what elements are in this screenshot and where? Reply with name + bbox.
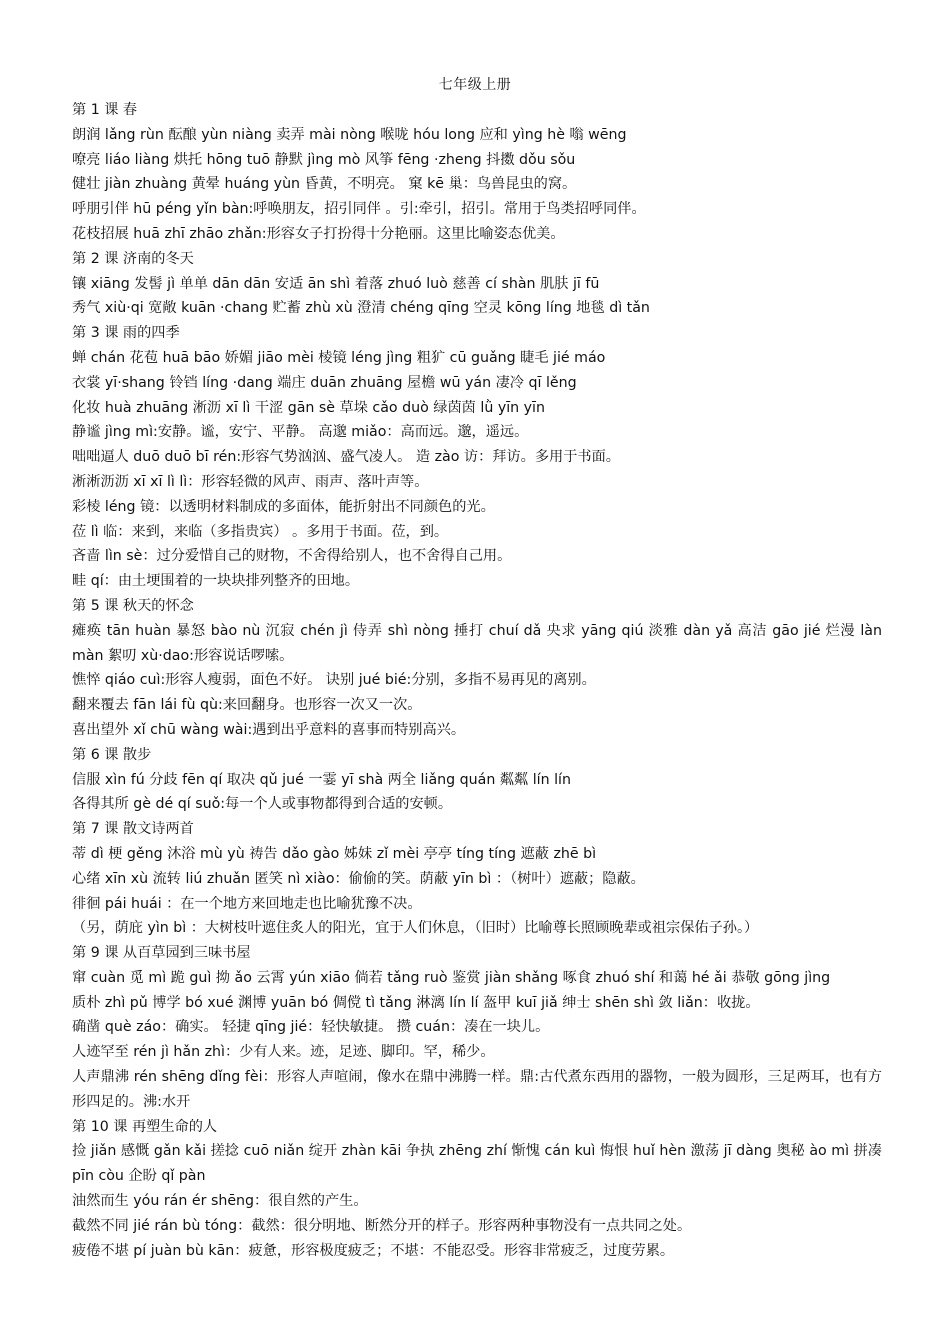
text-line: 彩棱 léng 镜：以透明材料制成的多面体，能折射出不同颜色的光。 bbox=[72, 498, 495, 515]
text-line: 蒂 dì 梗 gěng 沐浴 mù yù 祷告 dǎo gào 姊妹 zǐ mèi 亭亭 tíng tíng 遮蔽 zhē bì bbox=[72, 845, 597, 862]
text-line: 确凿 què záo：确实。 轻捷 qīng jié：轻快敏捷。 攒 cuán：凑在一块儿。 bbox=[72, 1019, 550, 1036]
text-line: 吝啬 lìn sè：过分爱惜自己的财物，不舍得给别人，也不舍得自己用。 bbox=[72, 548, 512, 565]
text-line: 信服 xìn fú 分歧 fēn qí 取决 qǔ jué 一霎 yī shà 两全 liǎng quán 粼粼 lín lín bbox=[72, 771, 571, 788]
lesson-heading: 第 9 课 从百草园到三味书屋 bbox=[72, 945, 251, 962]
text-line: 疲倦不堪 pí juàn bù kān：疲惫，形容极度疲乏；不堪：不能忍受。形容非常疲乏，过度劳累。 bbox=[72, 1242, 675, 1259]
text-line: 衣裳 yī·shang 铃铛 líng ·dang 端庄 duān zhuāng 屋檐 wū yán 凄冷 qī lěng bbox=[72, 374, 577, 391]
document-body bbox=[72, 98, 882, 1263]
text-line: 人迹罕至 rén jì hǎn zhì：少有人来。迹，足迹、脚印。罕，稀少。 bbox=[72, 1044, 495, 1061]
text-line: 质朴 zhì pǔ 博学 bó xué 渊博 yuān bó 倜傥 tì tǎng 淋漓 lín lí 盔甲 kuī jiǎ 绅士 shēn shì 敛 liǎn：收拢。 bbox=[72, 994, 760, 1011]
lesson-heading: 第 2 课 济南的冬天 bbox=[72, 250, 194, 267]
text-paragraph: 人声鼎沸 rén shēng dǐng fèi：形容人声喧闹，像水在鼎中沸腾一样。鼎:古代煮东西用的器物，一般为圆形，三足两耳，也有方形四足的。沸:水开 bbox=[72, 1069, 882, 1110]
text-line: 朗润 lǎng rùn 酝酿 yùn niàng 卖弄 mài nòng 喉咙 hóu long 应和 yìng hè 嗡 wēng bbox=[72, 126, 627, 143]
text-paragraph: 捡 jiǎn 感慨 gǎn kǎi 搓捻 cuō niǎn 绽开 zhàn kāi 争执 zhēng zhí 惭愧 cán kuì 悔恨 huǐ hèn 激荡 jī dàng 奥秘 ào mì 拼凑 pīn còu 企盼 qǐ pàn bbox=[72, 1143, 882, 1185]
text-line: 花枝招展 huā zhī zhāo zhǎn:形容女子打扮得十分艳丽。这里比喻姿态优美。 bbox=[72, 225, 565, 242]
text-line: （另，荫庇 yìn bì ：大树枝叶遮住炙人的阳光，宜于人们休息，（旧时）比喻尊长照顾晚辈或祖宗保佑子孙。） bbox=[72, 920, 759, 937]
text-line: 莅 lì 临：来到，来临（多指贵宾） 。多用于书面。莅，到。 bbox=[72, 523, 449, 540]
text-line: 各得其所 gè dé qí suǒ:每一个人或事物都得到合适的安顿。 bbox=[72, 796, 453, 813]
page-title: 七年级上册 bbox=[438, 77, 512, 93]
text-line: 咄咄逼人 duō duō bī rén:形容气势汹汹、盛气凌人。 造 zào 访：拜访。多用于书面。 bbox=[72, 449, 620, 466]
text-line: 畦 qí：由土埂围着的一块块排列整齐的田地。 bbox=[72, 573, 360, 590]
text-paragraph: 瘫痪 tān huàn 暴怒 bào nù 沉寂 chén jì 侍弄 shì nòng 捶打 chuí dǎ 央求 yāng qiú 淡雅 dàn yǎ 高洁 gāo jié 烂漫 làn màn 絮叨 xù·dao:形容说话啰嗦。 bbox=[72, 622, 882, 664]
text-line: 喜出望外 xǐ chū wàng wài:遇到出乎意料的喜事而特别高兴。 bbox=[72, 721, 466, 738]
lesson-heading: 第 10 课 再塑生命的人 bbox=[72, 1118, 218, 1135]
lesson-heading: 第 6 课 散步 bbox=[72, 746, 152, 763]
lesson-heading: 第 5 课 秋天的怀念 bbox=[72, 597, 194, 614]
text-line: 静谧 jìng mì:安静。谧，安宁、平静。 高邈 miǎo：高而远。邈，遥远。 bbox=[72, 424, 529, 441]
text-line: 淅淅沥沥 xī xī lì lì：形容轻微的风声、雨声、落叶声等。 bbox=[72, 473, 429, 490]
text-line: 镶 xiāng 发髻 jì 单单 dān dān 安适 ān shì 着落 zhuó luò 慈善 cí shàn 肌肤 jī fū bbox=[72, 275, 600, 292]
lesson-heading: 第 1 课 春 bbox=[72, 102, 138, 118]
text-line: 蝉 chán 花苞 huā bāo 娇媚 jiāo mèi 棱镜 léng jìng 粗犷 cū guǎng 睫毛 jié máo bbox=[72, 349, 606, 366]
lesson-heading: 第 7 课 散文诗两首 bbox=[72, 821, 194, 838]
text-line: 心绪 xīn xù 流转 liú zhuǎn 匿笑 nì xiào：偷偷的笑。荫蔽 yīn bì ：（树叶）遮蔽；隐蔽。 bbox=[72, 870, 645, 887]
text-line: 翻来覆去 fān lái fù qù:来回翻身。也形容一次又一次。 bbox=[72, 697, 422, 714]
lesson-heading: 第 3 课 雨的四季 bbox=[72, 325, 180, 342]
text-line: 徘徊 pái huái ：在一个地方来回地走也比喻犹豫不决。 bbox=[72, 895, 422, 912]
text-line: 截然不同 jié rán bù tóng：截然：很分明地、断然分开的样子。形容两种事物没有一点共同之处。 bbox=[72, 1217, 692, 1234]
text-line: 憔悴 qiáo cuì:形容人瘦弱，面色不好。 诀别 jué bié:分别，多指不易再见的离别。 bbox=[72, 672, 596, 689]
text-line: 化妆 huà zhuāng 淅沥 xī lì 干涩 gān sè 草垛 cǎo duò 绿茵茵 lǜ yīn yīn bbox=[72, 399, 545, 416]
text-line: 嘹亮 liáo liàng 烘托 hōng tuō 静默 jìng mò 风筝 fēng ·zheng 抖擞 dǒu sǒu bbox=[72, 151, 576, 168]
text-line: 呼朋引伴 hū péng yǐn bàn:呼唤朋友，招引同伴 。引:牵引，招引。常用于鸟类招呼同伴。 bbox=[72, 201, 646, 218]
text-line: 油然而生 yóu rán ér shēng：很自然的产生。 bbox=[72, 1193, 368, 1210]
text-line: 窜 cuàn 觅 mì 跪 guì 拗 ǎo 云霄 yún xiāo 倘若 tǎng ruò 鉴赏 jiàn shǎng 啄食 zhuó shí 和蔼 hé ǎi 恭敬 gōng jìng bbox=[72, 969, 831, 986]
text-line: 秀气 xiù·qi 宽敞 kuān ·chang 贮蓄 zhù xù 澄清 chéng qīng 空灵 kōng líng 地毯 dì tǎn bbox=[72, 300, 650, 317]
text-line: 健壮 jiàn zhuàng 黄晕 huáng yùn 昏黄，不明亮。 窠 kē 巢：鸟兽昆虫的窝。 bbox=[72, 176, 577, 193]
